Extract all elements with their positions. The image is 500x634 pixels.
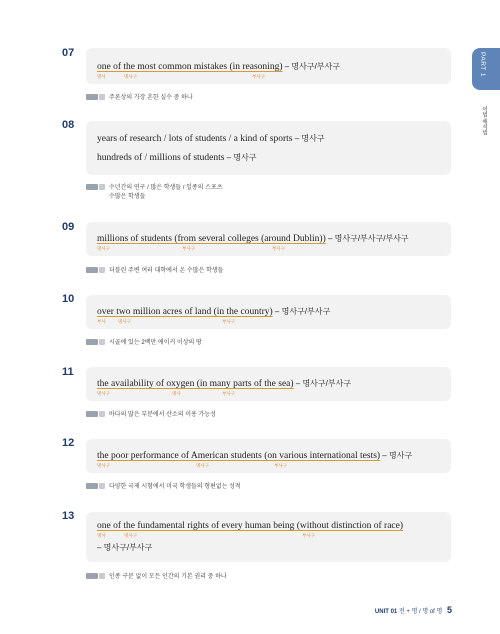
phrase-box: [86, 222, 451, 256]
item-number: 09: [62, 221, 75, 233]
item-number: 13: [62, 510, 75, 522]
translation-badge-icon: [86, 483, 98, 489]
grammar-label: 명사구: [124, 74, 138, 79]
unit-label: UNIT 01: [374, 609, 398, 615]
grammar-label: 명사구: [196, 463, 210, 468]
grammar-label: 부사구: [252, 74, 266, 79]
grammar-label: 부사구: [222, 391, 236, 396]
section-side-label: 어법·해석법: [481, 106, 487, 136]
phrase-box: [86, 512, 451, 562]
phrase-line: one of the fundamental rights of every human being (without distinction of race): [97, 521, 404, 531]
grammar-label: 명사구: [97, 246, 111, 251]
translation: 더블린 주변 여러 대학에서 온 수많은 학생들: [86, 265, 223, 274]
grammar-label: 명사구: [97, 463, 111, 468]
phrase-box: [86, 367, 451, 401]
translation: 인종 구분 없이 모든 인간의 기본 권리 중 하나: [86, 571, 227, 580]
translation-badge-icon: [86, 573, 98, 579]
translation-badge-icon: [99, 483, 105, 489]
translation-badge-icon: [99, 94, 105, 100]
part-tab-label: PART 1: [479, 52, 486, 78]
phrase-line: – 명사구/부사구: [97, 543, 153, 552]
translation: 주론상의 가장 흔한 실수 중 하나: [86, 92, 193, 101]
translation-badge-icon: [86, 94, 98, 100]
translation-badge-icon: [86, 339, 98, 345]
grammar-label: 명사: [97, 74, 106, 79]
grammar-label: 부사구: [182, 246, 196, 251]
phrase-box: [86, 121, 451, 175]
grammar-label: 명사구: [118, 319, 132, 324]
item-number: 07: [62, 47, 75, 59]
translation: 바다의 많은 부분에서 산소의 이용 가능성: [86, 409, 216, 418]
grammar-label: 부사구: [272, 246, 286, 251]
item-number: 10: [62, 293, 75, 305]
phrase-line: the availability of oxygen (in many parts of the sea) – 명사구/부사구: [97, 379, 352, 389]
phrase-line: over two million acres of land (in the country) – 명사구/부사구: [97, 307, 331, 317]
translation: 다양한 국제 시험에서 미국 학생들의 형편없는 성적: [86, 481, 241, 490]
translation: 시골에 있는 2백만 에이커 이상의 땅: [86, 337, 202, 346]
item-number: 11: [62, 366, 74, 378]
phrase-line: years of research / lots of students / a kind of sports – 명사구: [97, 134, 325, 144]
phrase-box: [86, 48, 451, 84]
translation-badge-icon: [99, 184, 105, 190]
grammar-label: 부사구: [302, 533, 316, 538]
item-number: 08: [62, 119, 75, 131]
translation-badge-icon: [99, 339, 105, 345]
translation-badge-icon: [86, 267, 98, 273]
translation-badge-icon: [99, 573, 105, 579]
grammar-label: 부사구: [274, 463, 288, 468]
phrase-box: [86, 295, 451, 329]
translation: 수년간의 연구 / 많은 학생들 / 일종의 스포츠 수많은 학생들: [86, 182, 223, 191]
translation-badge-icon: [99, 411, 105, 417]
item-number: 12: [62, 437, 75, 449]
page-footer: [375, 605, 452, 615]
unit-topic: 전 + 명 / 명 of 명: [398, 609, 443, 615]
translation-badge-icon: [86, 411, 98, 417]
grammar-label: 명사: [172, 391, 181, 396]
grammar-label: 부사: [97, 319, 106, 324]
phrase-line: the poor performance of American students (on various international tests) – 명사구: [97, 451, 413, 461]
grammar-label: 명사구: [124, 533, 138, 538]
phrase-line: hundreds of / millions of students – 명사구: [97, 153, 257, 163]
translation-badge-icon: [99, 267, 105, 273]
grammar-label: 명사: [97, 533, 106, 538]
phrase-box: [86, 439, 451, 473]
grammar-label: 명사구: [97, 391, 111, 396]
phrase-line: one of the most common mistakes (in reasoning) – 명사구/부사구: [97, 62, 340, 72]
translation-badge-icon: [86, 184, 98, 190]
grammar-label: 부사구: [222, 319, 236, 324]
page-number: 5: [446, 605, 452, 615]
phrase-line: millions of students (from several colleges (around Dublin)) – 명사구/부사구/부사구: [97, 234, 409, 244]
